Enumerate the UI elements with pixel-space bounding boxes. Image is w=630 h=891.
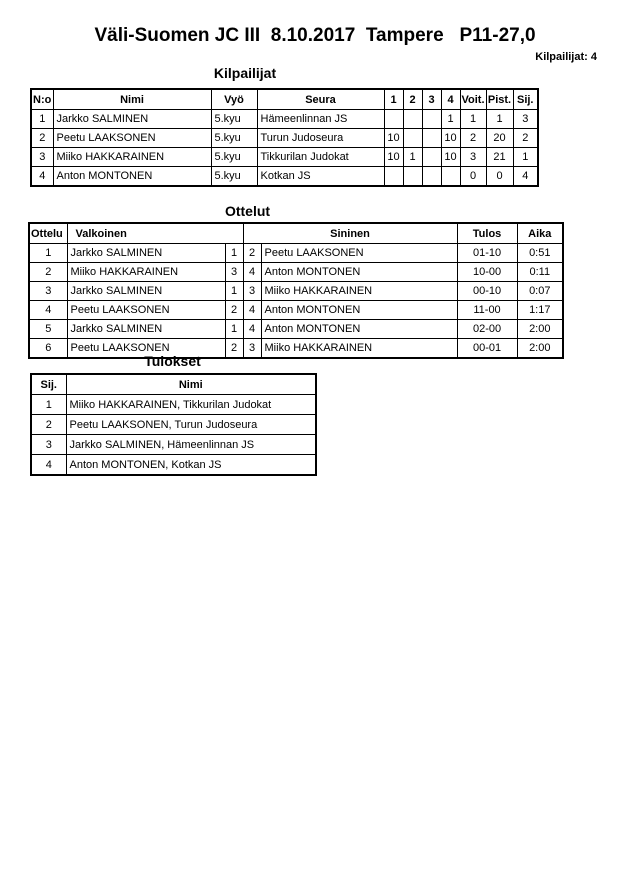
competitor-row bbox=[31, 148, 538, 167]
cell-tulos: 00-10 bbox=[457, 282, 517, 301]
cell-score4: 1 bbox=[441, 110, 460, 129]
cell-tulos: 02-00 bbox=[457, 320, 517, 339]
tulokset-heading: Tulokset bbox=[144, 353, 201, 369]
cell-blue-num: 3 bbox=[243, 339, 261, 359]
cell-white-num: 1 bbox=[225, 282, 243, 301]
cell-white-name: Jarkko SALMINEN bbox=[67, 282, 225, 301]
cell-score2 bbox=[403, 110, 422, 129]
header-tulos: Tulos bbox=[457, 223, 517, 244]
cell-score4: 10 bbox=[441, 148, 460, 167]
header-voit: Voit. bbox=[460, 89, 486, 110]
cell-match-no: 3 bbox=[29, 282, 67, 301]
cell-place: 3 bbox=[31, 435, 66, 455]
header-vyo: Vyö bbox=[211, 89, 257, 110]
cell-seura: Hämeenlinnan JS bbox=[257, 110, 384, 129]
cell-name-club: Anton MONTONEN, Kotkan JS bbox=[66, 455, 316, 476]
cell-pist: 0 bbox=[486, 167, 513, 187]
cell-vyo: 5.kyu bbox=[211, 129, 257, 148]
ottelut-table bbox=[28, 222, 564, 359]
cell-white-num: 1 bbox=[225, 244, 243, 263]
match-row bbox=[29, 263, 563, 282]
cell-name-club: Miiko HAKKARAINEN, Tikkurilan Judokat bbox=[66, 395, 316, 415]
cell-voit: 1 bbox=[460, 110, 486, 129]
header-col4: 4 bbox=[441, 89, 460, 110]
match-row bbox=[29, 282, 563, 301]
cell-pist: 1 bbox=[486, 110, 513, 129]
cell-no: 1 bbox=[31, 110, 53, 129]
cell-white-num: 1 bbox=[225, 320, 243, 339]
cell-white-num: 3 bbox=[225, 263, 243, 282]
cell-match-no: 5 bbox=[29, 320, 67, 339]
cell-score1: 10 bbox=[384, 148, 403, 167]
cell-white-num: 2 bbox=[225, 301, 243, 320]
competitor-row bbox=[31, 110, 538, 129]
ottelut-heading: Ottelut bbox=[224, 203, 271, 219]
cell-score2 bbox=[403, 129, 422, 148]
cell-score3 bbox=[422, 148, 441, 167]
ottelut-header-row bbox=[29, 223, 563, 244]
cell-nimi: Anton MONTONEN bbox=[53, 167, 211, 187]
header-sininen: Sininen bbox=[243, 223, 457, 244]
cell-sij: 2 bbox=[513, 129, 538, 148]
header-aika: Aika bbox=[517, 223, 563, 244]
header-col1: 1 bbox=[384, 89, 403, 110]
cell-voit: 3 bbox=[460, 148, 486, 167]
cell-seura: Turun Judoseura bbox=[257, 129, 384, 148]
cell-seura: Tikkurilan Judokat bbox=[257, 148, 384, 167]
cell-nimi: Miiko HAKKARAINEN bbox=[53, 148, 211, 167]
header-nimi: Nimi bbox=[53, 89, 211, 110]
cell-tulos: 10-00 bbox=[457, 263, 517, 282]
cell-blue-name: Anton MONTONEN bbox=[261, 320, 457, 339]
cell-voit: 2 bbox=[460, 129, 486, 148]
header-no: N:o bbox=[31, 89, 53, 110]
header-seura: Seura bbox=[257, 89, 384, 110]
competitor-count: Kilpailijat: 4 bbox=[535, 51, 597, 63]
cell-place: 4 bbox=[31, 455, 66, 476]
header-valkoinen: Valkoinen bbox=[67, 223, 243, 244]
cell-aika: 0:07 bbox=[517, 282, 563, 301]
cell-seura: Kotkan JS bbox=[257, 167, 384, 187]
cell-blue-num: 3 bbox=[243, 282, 261, 301]
cell-score4: 10 bbox=[441, 129, 460, 148]
cell-tulos: 00-01 bbox=[457, 339, 517, 359]
cell-score3 bbox=[422, 129, 441, 148]
cell-nimi: Jarkko SALMINEN bbox=[53, 110, 211, 129]
cell-white-num: 2 bbox=[225, 339, 243, 359]
header-nimi: Nimi bbox=[66, 374, 316, 395]
competitor-row bbox=[31, 129, 538, 148]
cell-aika: 2:00 bbox=[517, 339, 563, 359]
cell-sij: 1 bbox=[513, 148, 538, 167]
cell-blue-num: 2 bbox=[243, 244, 261, 263]
cell-name-club: Jarkko SALMINEN, Hämeenlinnan JS bbox=[66, 435, 316, 455]
cell-name-club: Peetu LAAKSONEN, Turun Judoseura bbox=[66, 415, 316, 435]
cell-score1: 10 bbox=[384, 129, 403, 148]
cell-place: 1 bbox=[31, 395, 66, 415]
cell-no: 3 bbox=[31, 148, 53, 167]
cell-white-name: Peetu LAAKSONEN bbox=[67, 301, 225, 320]
cell-tulos: 01-10 bbox=[457, 244, 517, 263]
kilpailijat-table bbox=[30, 88, 539, 187]
cell-blue-name: Miiko HAKKARAINEN bbox=[261, 339, 457, 359]
cell-vyo: 5.kyu bbox=[211, 148, 257, 167]
cell-score3 bbox=[422, 110, 441, 129]
result-row bbox=[31, 415, 316, 435]
cell-white-name: Jarkko SALMINEN bbox=[67, 320, 225, 339]
cell-aika: 0:51 bbox=[517, 244, 563, 263]
cell-score2: 1 bbox=[403, 148, 422, 167]
cell-score1 bbox=[384, 110, 403, 129]
cell-pist: 21 bbox=[486, 148, 513, 167]
cell-tulos: 11-00 bbox=[457, 301, 517, 320]
tulokset-header-row bbox=[31, 374, 316, 395]
cell-nimi: Peetu LAAKSONEN bbox=[53, 129, 211, 148]
cell-place: 2 bbox=[31, 415, 66, 435]
cell-blue-num: 4 bbox=[243, 301, 261, 320]
cell-white-name: Miiko HAKKARAINEN bbox=[67, 263, 225, 282]
cell-sij: 4 bbox=[513, 167, 538, 187]
cell-aika: 1:17 bbox=[517, 301, 563, 320]
cell-aika: 2:00 bbox=[517, 320, 563, 339]
cell-match-no: 4 bbox=[29, 301, 67, 320]
cell-score2 bbox=[403, 167, 422, 187]
cell-score3 bbox=[422, 167, 441, 187]
cell-aika: 0:11 bbox=[517, 263, 563, 282]
header-ottelu: Ottelu bbox=[29, 223, 67, 244]
competitor-row bbox=[31, 167, 538, 187]
result-row bbox=[31, 435, 316, 455]
cell-no: 4 bbox=[31, 167, 53, 187]
cell-white-name: Jarkko SALMINEN bbox=[67, 244, 225, 263]
cell-blue-name: Peetu LAAKSONEN bbox=[261, 244, 457, 263]
cell-white-name: Peetu LAAKSONEN bbox=[67, 339, 225, 359]
cell-blue-name: Anton MONTONEN bbox=[261, 263, 457, 282]
header-col3: 3 bbox=[422, 89, 441, 110]
result-row bbox=[31, 395, 316, 415]
cell-vyo: 5.kyu bbox=[211, 167, 257, 187]
match-row bbox=[29, 301, 563, 320]
cell-score4 bbox=[441, 167, 460, 187]
page-title: Väli-Suomen JC III 8.10.2017 Tampere P11-27,0 bbox=[94, 25, 536, 46]
tulokset-table bbox=[30, 373, 317, 476]
cell-vyo: 5.kyu bbox=[211, 110, 257, 129]
cell-blue-num: 4 bbox=[243, 263, 261, 282]
header-sij: Sij. bbox=[31, 374, 66, 395]
cell-match-no: 6 bbox=[29, 339, 67, 359]
cell-blue-name: Anton MONTONEN bbox=[261, 301, 457, 320]
header-sij: Sij. bbox=[513, 89, 538, 110]
header-col2: 2 bbox=[403, 89, 422, 110]
cell-pist: 20 bbox=[486, 129, 513, 148]
match-row bbox=[29, 244, 563, 263]
cell-sij: 3 bbox=[513, 110, 538, 129]
header-pist: Pist. bbox=[486, 89, 513, 110]
cell-blue-num: 4 bbox=[243, 320, 261, 339]
cell-voit: 0 bbox=[460, 167, 486, 187]
cell-match-no: 2 bbox=[29, 263, 67, 282]
cell-no: 2 bbox=[31, 129, 53, 148]
result-row bbox=[31, 455, 316, 476]
match-row bbox=[29, 320, 563, 339]
cell-blue-name: Miiko HAKKARAINEN bbox=[261, 282, 457, 301]
cell-score1 bbox=[384, 167, 403, 187]
kilpailijat-heading: Kilpailijat bbox=[213, 65, 277, 81]
cell-match-no: 1 bbox=[29, 244, 67, 263]
kilpailijat-header-row bbox=[31, 89, 538, 110]
